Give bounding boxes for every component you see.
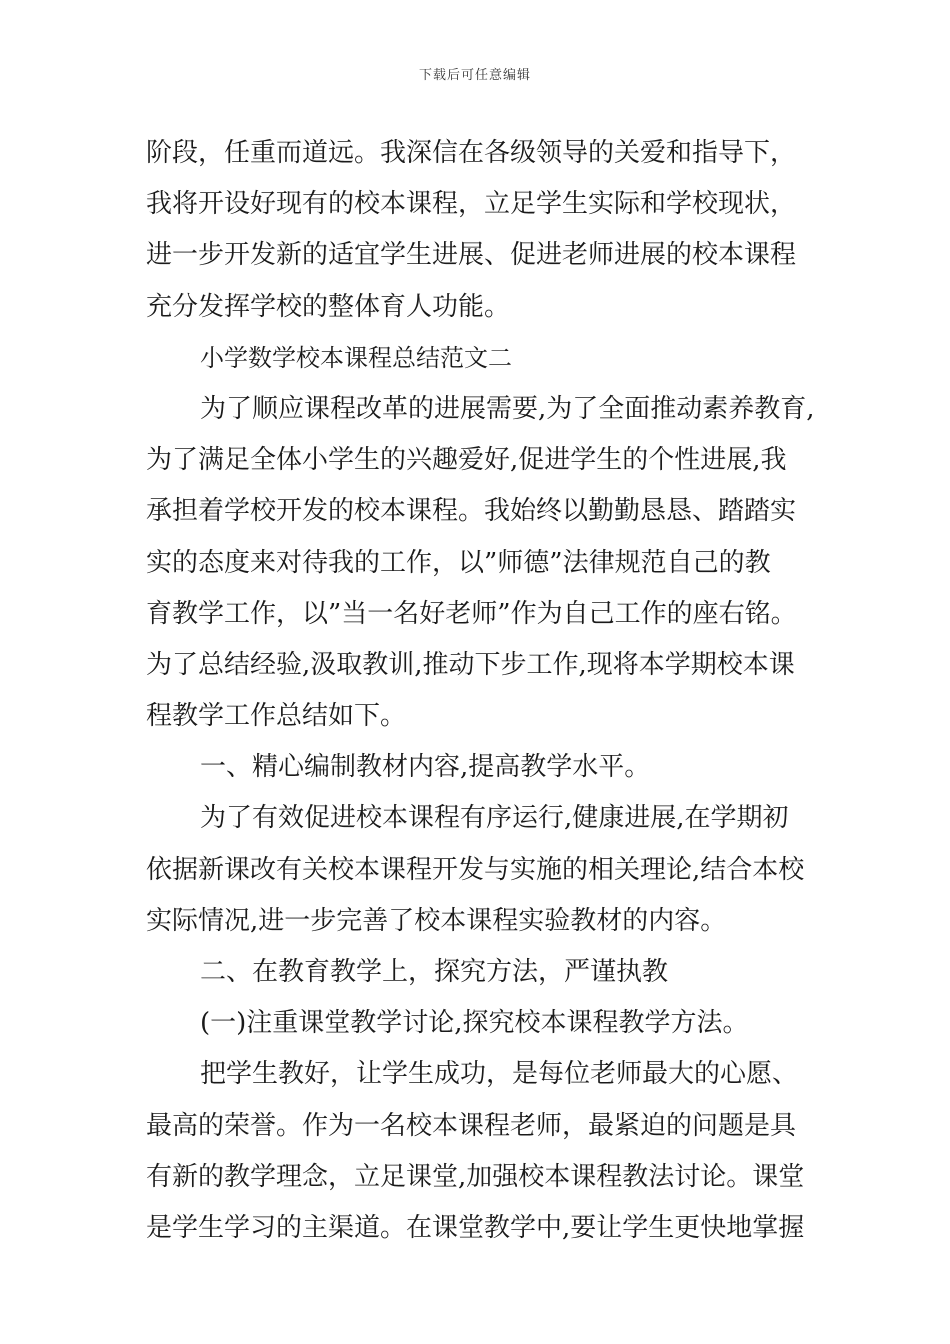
text-line: 为了有效促进校本课程有序运行,健康进展,在学期初 [200, 803, 789, 834]
subsection-heading: (一)注重课堂教学讨论,探究校本课程教学方法。 [200, 1008, 749, 1039]
text-line: 充分发挥学校的整体育人功能。 [146, 291, 511, 322]
text-line: 实际情况,进一步完善了校本课程实验教材的内容。 [146, 905, 727, 936]
text-line: 程教学工作总结如下。 [146, 701, 407, 732]
section-title: 小学数学校本课程总结范文二 [200, 343, 512, 372]
text-line: 是学生学习的主渠道。在课堂教学中,要让学生更快地掌握 [146, 1212, 805, 1243]
text-line: 有新的教学理念，立足课堂,加强校本课程教法讨论。课堂 [146, 1161, 805, 1192]
text-line: 最高的荣誉。作为一名校本课程老师，最紧迫的问题是具 [146, 1110, 797, 1141]
text-line: 为了总结经验,汲取教训,推动下步工作,现将本学期校本课 [146, 649, 795, 680]
text-line: 为了顺应课程改革的进展需要,为了全面推动素养教育, [200, 393, 815, 424]
text-line: 我将开设好现有的校本课程，立足学生实际和学校现状， [146, 189, 797, 220]
text-line: 承担着学校开发的校本课程。我始终以勤勤恳恳、踏踏实 [146, 496, 797, 527]
section-heading: 二、在教育教学上，探究方法，严谨执教 [200, 957, 669, 987]
text-line: 把学生教好，让学生成功，是每位老师最大的心愿、 [200, 1059, 799, 1090]
text-line: 阶段，任重而道远。我深信在各级领导的关爱和指导下， [146, 138, 797, 168]
text-line: 为了满足全体小学生的兴趣爱好,促进学生的个性进展,我 [146, 445, 787, 476]
text-line: 实的态度来对待我的工作，以”师德”法律规范自己的教 [146, 547, 771, 578]
text-line: 依据新课改有关校本课程开发与实施的相关理论,结合本校 [146, 854, 805, 885]
text-line: 进一步开发新的适宜学生进展、促进老师进展的校本课程 [146, 240, 797, 271]
page-header: 下载后可任意编辑 [418, 68, 531, 83]
section-heading: 一、精心编制教材内容,提高教学水平。 [200, 752, 651, 783]
document-body [146, 128, 818, 1254]
text-line: 育教学工作，以”当一名好老师”作为自己工作的座右铭。 [146, 598, 797, 629]
